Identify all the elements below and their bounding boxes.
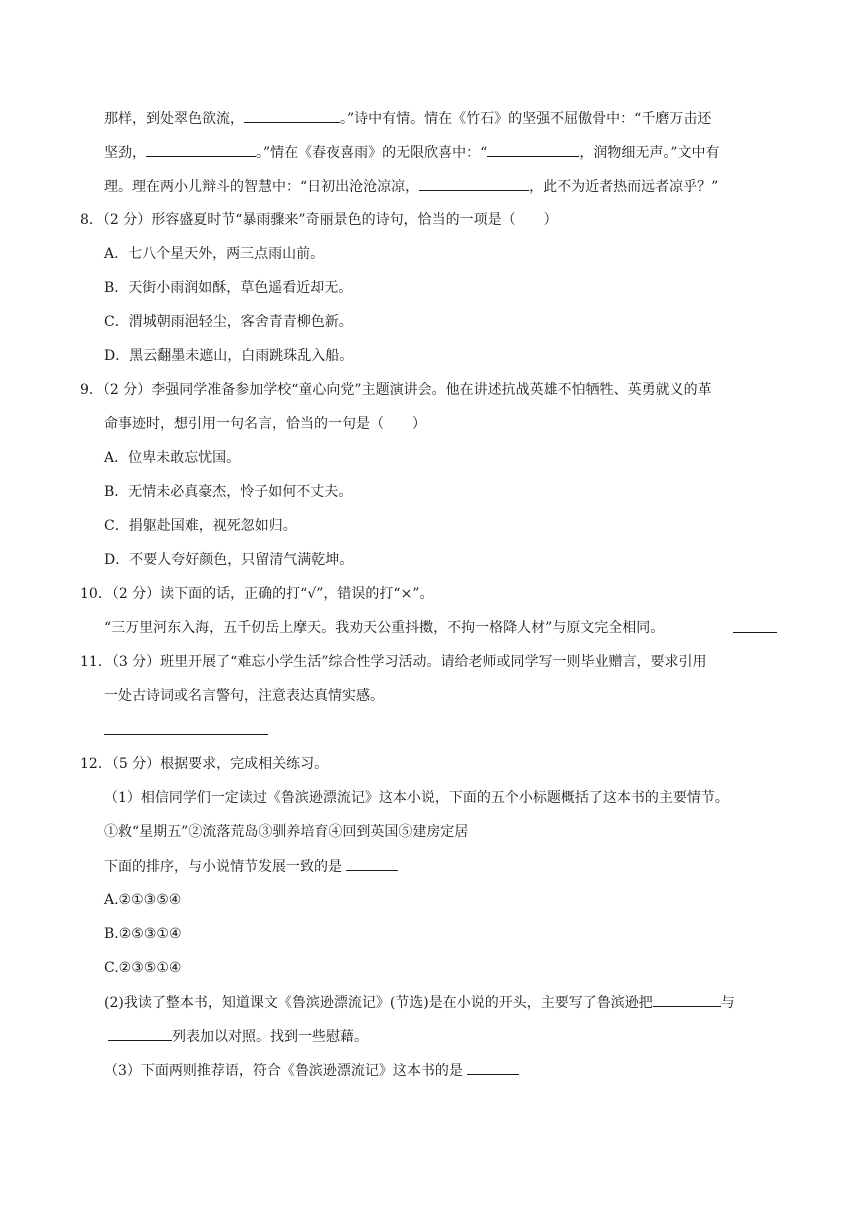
- question-12-part-1: （1）相信同学们一定读过《鲁滨逊漂流记》这本小说，下面的五个小标题概括了这本书的主要情节。: [104, 790, 729, 806]
- answer-blank[interactable]: [419, 176, 529, 191]
- answer-blank[interactable]: [346, 856, 398, 871]
- question-12-part-2-cont: 列表加以对照。找到一些慰藉。: [108, 1026, 368, 1047]
- question-10-text: “三万里河东入海，五千仞岳上摩天。我劝天公重抖擞，不拘一格降人材”与原文完全相同。: [104, 620, 665, 636]
- answer-blank[interactable]: [733, 618, 777, 633]
- question-8-option-b[interactable]: B．天街小雨润如酥，草色遥看近却无。: [104, 280, 353, 296]
- poem-line-3: 理。理在两小儿辩斗的智慧中：“日初出沧沧凉凉， ，此不为近者热而远者凉乎？”: [104, 176, 718, 197]
- answer-blank[interactable]: [467, 1060, 519, 1075]
- question-12-part-3: （3）下面两则推荐语，符合《鲁滨逊漂流记》这本书的是: [104, 1060, 519, 1081]
- answer-blank[interactable]: [244, 108, 340, 123]
- question-9-option-d[interactable]: D．不要人夸好颜色，只留清气满乾坤。: [104, 552, 354, 568]
- question-9-option-a[interactable]: A．位卑未敢忘忧国。: [104, 450, 241, 466]
- answer-blank[interactable]: [108, 1026, 172, 1041]
- question-12-choice-c[interactable]: C.②③⑤①④: [104, 960, 182, 976]
- poem-line-2: 坚劲， 。”情在《春夜喜雨》的无限欣喜中：“ ，润物细无声。”文中有: [104, 142, 720, 163]
- question-11-stem: 11．（3 分）班里开展了“难忘小学生活”综合性学习活动。请给老师或同学写一则毕业赠言，要求引用: [80, 654, 707, 670]
- question-8-stem: 8．（2 分）形容盛夏时节“暴雨骤来”奇丽景色的诗句，恰当的一项是（ ）: [80, 212, 558, 228]
- question-8-option-c[interactable]: C．渭城朝雨浥轻尘，客舍青青柳色新。: [104, 314, 353, 330]
- question-8-option-d[interactable]: D．黑云翻墨未遮山，白雨跳珠乱入船。: [104, 348, 354, 364]
- question-12-choice-a[interactable]: A.②①③⑤④: [104, 892, 182, 908]
- question-12-part-2: (2)我读了整本书，知道课文《鲁滨逊漂流记》(节选)是在小说的开头，主要写了鲁滨逊把 与: [104, 992, 735, 1013]
- question-8-option-a[interactable]: A．七八个星天外，两三点雨山前。: [104, 246, 325, 262]
- question-10-stem: 10．（2 分）读下面的话，正确的打“√”，错误的打“×”。: [80, 586, 434, 602]
- answer-blank[interactable]: [146, 142, 256, 157]
- question-9-option-b[interactable]: B．无情未必真豪杰，怜子如何不丈夫。: [104, 484, 353, 500]
- question-12-stem: 12．（5 分）根据要求，完成相关练习。: [80, 756, 329, 772]
- question-12-choice-b[interactable]: B.②⑤③①④: [104, 926, 182, 942]
- question-11-stem-cont: 一处古诗词或名言警句，注意表达真情实感。: [104, 688, 384, 704]
- question-9-option-c[interactable]: C．捐躯赴国难，视死忽如归。: [104, 518, 297, 534]
- question-12-plot-items: ①救“星期五”②流落荒岛③驯养培育④回到英国⑤建房定居: [104, 824, 469, 840]
- question-12-part-1-ask: 下面的排序，与小说情节发展一致的是: [104, 856, 398, 877]
- poem-line-1: 那样，到处翠色欲流， 。”诗中有情。情在《竹石》的坚强不屈傲骨中：“千磨万击还: [104, 108, 711, 129]
- answer-blank[interactable]: [487, 142, 579, 157]
- question-9-stem-cont: 命事迹时，想引用一句名言，恰当的一句是（ ）: [104, 416, 426, 432]
- question-9-stem: 9．（2 分）李强同学准备参加学校“童心向党”主题演讲会。他在讲述抗战英雄不怕牺牲、英勇就义的革: [80, 382, 712, 398]
- answer-blank[interactable]: [653, 992, 721, 1007]
- answer-line[interactable]: [104, 720, 268, 735]
